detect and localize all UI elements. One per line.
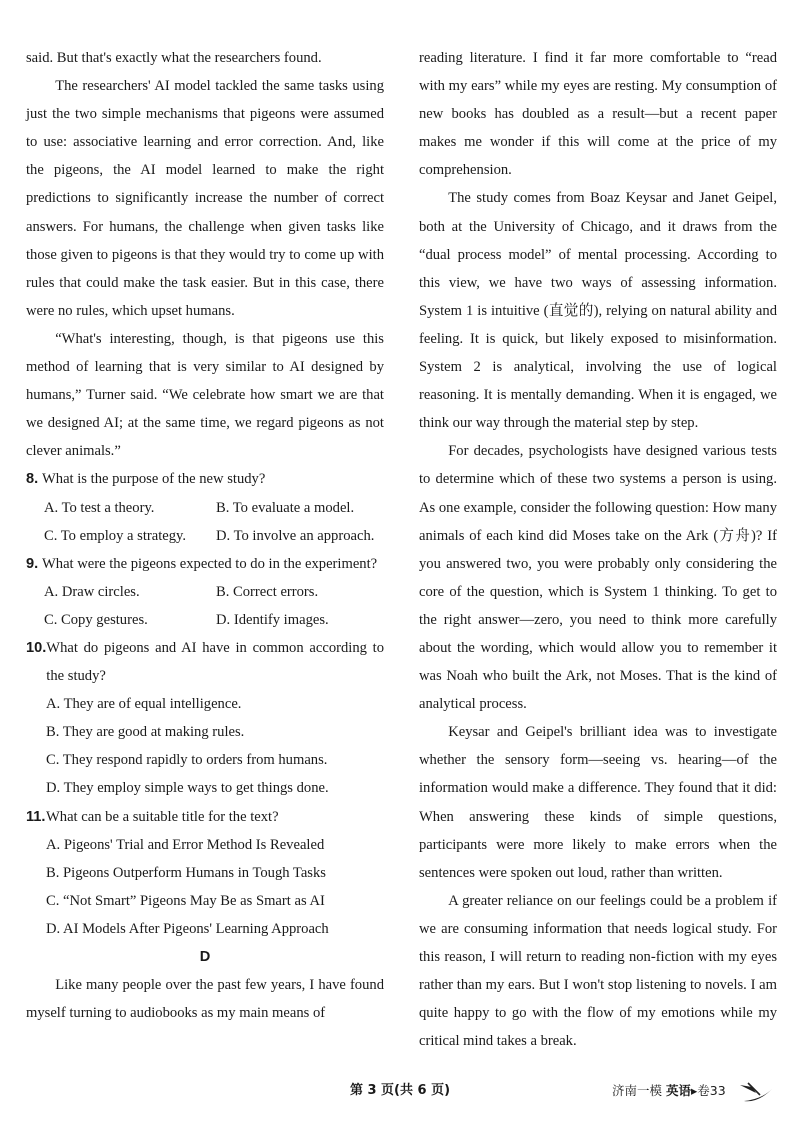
question-text: What do pigeons and AI have in common according to the study?: [46, 639, 384, 685]
section-heading-d: D: [199, 949, 211, 965]
paragraph-audiobooks-start: Like many people over the past few years, I have found myself turning to audiobooks as my main means of: [26, 977, 384, 1022]
question-number: 8.: [26, 471, 39, 488]
left-column: [26, 44, 384, 1027]
paragraph-audiobooks-continued: reading literature. I find it far more comfortable to “read with my ears” while my eyes are resting. My consumption of new books has doubled as a result—but a recent paper makes me wonder if this will come at the price of my comprehension.: [419, 50, 777, 179]
option-c: C. To employ a strategy.: [44, 527, 187, 544]
option-a: A. To test a theory.: [44, 499, 155, 516]
option-b: B. Pigeons Outperform Humans in Tough Tasks: [46, 864, 326, 881]
option-c: C. “Not Smart” Pigeons May Be as Smart as AI: [46, 892, 325, 909]
option-a: A. They are of equal intelligence.: [46, 696, 242, 713]
question-11: [26, 803, 384, 831]
paragraph-conclusion: A greater reliance on our feelings could be a problem if we are consuming information that needs logical study. For this reason, I will return to reading non-fiction with my eyes rather than my ears. But I won't stop listening to novels. I am quite happy to go with the flow of my emotions while my critical mind takes a break.: [419, 892, 777, 1050]
question-text: What were the pigeons expected to do in the experiment?: [42, 555, 378, 572]
paragraph-ai-model: The researchers' AI model tackled the same tasks using just the two simple mechanisms that pigeons were assumed to use: associative learning and error correction. And, like the pigeons, the AI model learned to make the right predictions to significantly increase the number of correct answers. For humans, the challenge when given tasks like those given to pigeons is that they would try to come up with rules that could make the task easier. But in this case, there were no rules, which upset humans.: [26, 78, 384, 319]
volume-label: 卷33: [697, 1083, 726, 1098]
subject-name: 英语: [666, 1083, 692, 1098]
option-d: D. They employ simple ways to get things done.: [46, 780, 329, 797]
question-11-options: [26, 831, 384, 943]
paragraph-continued: said. But that's exactly what the researchers found.: [26, 50, 322, 66]
question-10: [26, 634, 384, 690]
page-number: 第 3 页(共 6 页): [349, 1083, 451, 1098]
question-9-options: [26, 578, 384, 634]
page-footer: [0, 1079, 800, 1107]
question-number: 11.: [26, 808, 46, 825]
option-b: B. They are good at making rules.: [46, 724, 245, 741]
arrow-glyph: ▸: [691, 1083, 698, 1098]
paragraph-sensory-form: Keysar and Geipel's brilliant idea was to investigate whether the sensory form—seeing vs. hearing—of the information would make a difference. They found that it did: When answering these kinds of simple questions, participants were more likely to make errors when the sentences were spoken out loud, rather than written.: [419, 724, 777, 881]
paragraph-turner-quote: “What's interesting, though, is that pigeons use this method of learning that is very similar to AI designed by humans,” Turner said. “We celebrate how smart we are that we designed AI; at the same time, we regard pigeons as not clever animals.”: [26, 330, 384, 460]
option-b: B. Correct errors.: [216, 583, 319, 600]
question-text: What is the purpose of the new study?: [42, 471, 266, 488]
exam-name: 济南一模: [612, 1083, 663, 1098]
question-8-options: [26, 494, 384, 550]
option-c: C. They respond rapidly to orders from humans.: [46, 752, 328, 769]
option-c: C. Copy gestures.: [44, 611, 148, 628]
paragraph-moses-question: For decades, psychologists have designed various tests to determine which of these two systems a person is using. As one example, consider the following question: How many animals of each kind did Moses take on the Ark (方舟)? If you answered two, you were probably only considering the core of the question, which is System 1 thinking. To get to the right answer—zero, you need to think more carefully about the wording, which would allow you to remember it was Noah who built the Ark, not Moses. That is the kind of analytical process.: [419, 443, 777, 713]
question-8: [26, 465, 384, 493]
swoosh-logo-icon: [738, 1081, 774, 1105]
option-d: D. To involve an approach.: [216, 527, 375, 544]
option-b: B. To evaluate a model.: [216, 499, 355, 516]
question-10-options: [26, 690, 384, 802]
question-9: [26, 550, 384, 578]
option-d: D. AI Models After Pigeons' Learning Approach: [46, 920, 329, 937]
paragraph-dual-process: The study comes from Boaz Keysar and Janet Geipel, both at the University of Chicago, and it draws from the “dual process model” of mental processing. According to this view, we have two ways of assessing information. System 1 is intuitive (直觉的), relying on natural ability and feeling. It is quick, but likely exposed to misinformation. System 2 is analytical, involving the use of logical reasoning. It is mentally demanding. When it is engaged, we think our way through the material step by step.: [419, 190, 777, 432]
exam-label: [612, 1079, 726, 1103]
option-d: D. Identify images.: [216, 611, 329, 628]
option-a: A. Draw circles.: [44, 583, 140, 600]
question-number: 10.: [26, 639, 47, 656]
right-column: [419, 44, 777, 1055]
question-number: 9.: [26, 555, 39, 572]
question-text: What can be a suitable title for the text?: [46, 808, 279, 825]
option-a: A. Pigeons' Trial and Error Method Is Revealed: [46, 836, 325, 853]
